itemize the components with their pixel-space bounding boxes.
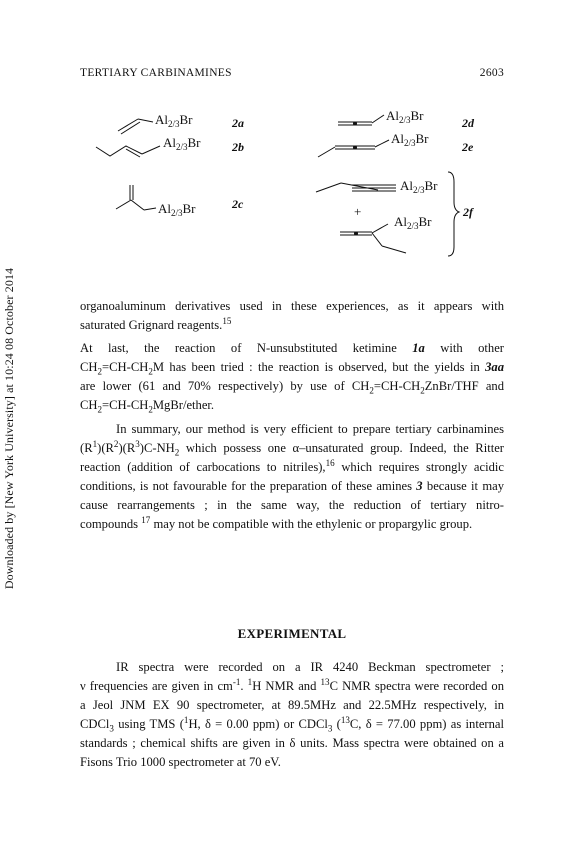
compound-1a: 1a xyxy=(412,341,425,355)
structure-2f-propargyl xyxy=(316,178,438,195)
plus-sign: + xyxy=(354,204,362,219)
mixture-brace xyxy=(448,172,459,256)
download-notice: Downloaded by [New York University] at 10:24 08 October 2014 xyxy=(2,267,17,589)
structure-2a xyxy=(118,112,244,134)
structure-2e xyxy=(318,131,474,157)
label-2c: 2c xyxy=(232,197,244,211)
reference-15: 15 xyxy=(222,315,232,326)
body-text: organoaluminum derivatives used in these experiences, as it appears with saturated Grignard reagents.$^{15}$ At last, the reaction of N-unsubstituted ketimine 1a with other $CH_2=CH-CH_2M$ has been tried : the reaction is observed, but the yields in 3aa are lower (61 and 70% respectively) by use of $CH_2=CH-CH_2ZnBr$/THF and $CH_2=CH-CH_2MgBr$/ether. In summary, our method is very efficient to prepare tertiary carbinamines $(R^1)(R^2)(R^3)C-NH_2$ which possess one α–unsaturated group. Indeed, the Ritter reaction (addition of carbocations to nitriles),$^{16}$ which requires strongly acidic conditions, is not favourable for the preparation of these amines 3 because it may cause rearrangements ; in the same way, the reduction of tertiary nitro- compounds $^{17}$ may not be compatible with the ethylenic or propargylic group. xyxy=(80,299,504,531)
compound-3: 3 xyxy=(416,479,423,493)
structure-2c xyxy=(116,185,244,218)
label-2d: 2d xyxy=(462,116,474,130)
structure-2f-allenyl xyxy=(340,214,432,253)
svg-text:Al2/3Br: $Al_{2/3}Br$ xyxy=(394,214,432,231)
paragraph-3: In summary, our method is very efficient to prepare tertiary carbinamines xyxy=(116,422,504,436)
svg-text:Al2/3Br: $Al_{2/3}Br$ xyxy=(400,178,438,195)
reagent-br: Br xyxy=(179,112,193,127)
label-2e: 2e xyxy=(462,140,474,154)
reagent-al: Al xyxy=(155,112,168,127)
svg-text:Al2/3Br: $Al_{2/3}Br$ xyxy=(386,108,424,125)
reagent-sub: 2/3 xyxy=(168,119,180,129)
section-heading: EXPERIMENTAL xyxy=(237,626,347,641)
label-2f: 2f xyxy=(463,205,473,219)
label-2b: 2b xyxy=(232,140,244,154)
paragraph-2: At last, the reaction of N-unsubstituted ketimine 1a with other xyxy=(80,341,504,355)
paragraph-1: organoaluminum derivatives used in these experiences, as it appears with xyxy=(80,299,504,313)
reference-16: 16 xyxy=(325,457,335,468)
label-2a: 2a xyxy=(232,116,244,130)
svg-text:Al2/3Br xyxy=(155,112,193,129)
reference-17: 17 xyxy=(141,514,151,525)
page-number: 2603 xyxy=(479,67,504,79)
svg-text:Al2/3Br: $Al_{2/3}Br$ xyxy=(391,131,429,148)
svg-text:Al2/3Br: $Al_{2/3}Br$ xyxy=(163,135,201,152)
reagent-scheme xyxy=(0,0,576,300)
structure-2d xyxy=(338,108,475,130)
structure-2b xyxy=(96,135,244,157)
svg-text:Al2/3Br: $Al_{2/3}Br$ xyxy=(158,201,196,218)
running-title: TERTIARY CARBINAMINES xyxy=(80,67,232,79)
experimental-text: IR spectra were recorded on a IR 4240 Beckman spectrometer ; ν frequencies are given in $cm^{-1}$. $^1$H NMR and $^{13}$C NMR spectra were recorded on a Jeol JNM EX 90 spectrometer, at 89.5MHz and 22.5MHz respectively, in CDCl$_3$ using TMS ($^1$H, δ = 0.00 ppm) or CDCl$_3$ ($^{13}$C, δ = 77.00 ppm) as internal standards ; chemical shifts are given in δ units. Mass spectra were obtained on a Fisons Trio 1000 spectrometer at 70 eV. xyxy=(80,660,505,769)
compound-3aa: 3aa xyxy=(485,360,504,374)
